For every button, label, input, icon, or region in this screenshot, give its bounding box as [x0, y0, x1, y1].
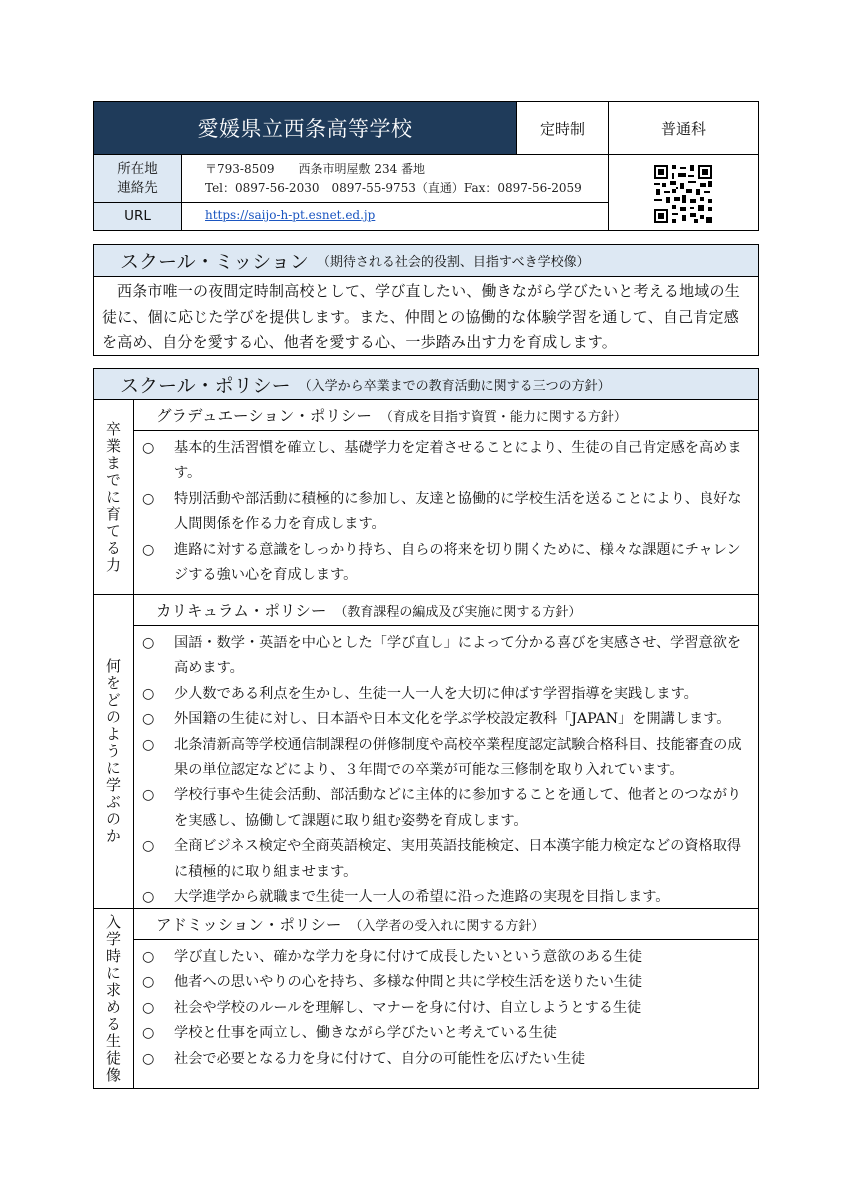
policy-list-item — [142, 1021, 748, 1046]
policy-list-item — [142, 945, 748, 970]
policy-list-item — [142, 707, 748, 732]
mission-header — [94, 245, 758, 277]
address-row — [94, 154, 609, 202]
curriculum-policy-subtitle: （教育課程の編成及び実施に関する方針） — [334, 604, 582, 620]
graduation-policy-title: グラデュエーション・ポリシー — [156, 407, 372, 425]
policy-list-item — [142, 834, 748, 885]
policy-item-text: 社会で必要となる力を身に付けて、自分の可能性を広げたい生徒 — [174, 1050, 586, 1067]
circle-bullet-icon: ○ — [142, 541, 155, 558]
policy-item-text: 国語・数学・英語を中心とした「学び直し」によって分かる喜びを実感させ、学習意欲を高めます。 — [174, 635, 742, 677]
circle-bullet-icon: ○ — [142, 999, 155, 1016]
phone-fax: Tel：0897-56-2030 0897-55-9753（直通）Fax：0897-56-2059 — [205, 181, 582, 195]
curriculum-policy-block — [94, 594, 758, 908]
graduation-items — [134, 431, 758, 588]
policy-list-item — [142, 885, 748, 910]
circle-bullet-icon: ○ — [142, 711, 155, 728]
circle-bullet-icon: ○ — [142, 1050, 155, 1067]
policy-list-item — [142, 1047, 748, 1072]
graduation-side-text: 卒業までに育てる力 — [104, 420, 122, 574]
admission-items — [134, 940, 758, 1072]
school-policy-box — [93, 368, 759, 1089]
circle-bullet-icon: ○ — [142, 635, 155, 651]
policy-list-item — [142, 436, 748, 487]
curriculum-items — [134, 626, 758, 910]
circle-bullet-icon: ○ — [142, 1025, 155, 1042]
curriculum-side-label — [94, 595, 134, 908]
policy-list-item — [142, 631, 748, 682]
url-row — [94, 202, 609, 230]
mission-subtitle: （期待される社会的役割、目指すべき学校像） — [316, 255, 590, 270]
policy-list-item — [142, 538, 748, 589]
policy-item-text: 基本的生活習慣を確立し、基礎学力を定着させることにより、生徒の自己肯定感を高めます。 — [174, 440, 742, 482]
admission-side-label — [94, 909, 134, 1088]
circle-bullet-icon: ○ — [142, 787, 155, 804]
policy-item-text: 特別活動や部活動に積極的に参加し、友達と協働的に学校生活を送ることにより、良好な人間関係を作る力を育成します。 — [174, 490, 742, 533]
policy-title: スクール・ポリシー — [120, 374, 291, 397]
graduation-side-label — [94, 400, 134, 594]
qr-code-icon[interactable] — [653, 165, 713, 223]
school-header-table — [93, 101, 759, 231]
circle-bullet-icon: ○ — [142, 974, 155, 991]
policy-header — [94, 369, 758, 400]
policy-item-text: 進路に対する意識をしっかり持ち、自らの将来を切り開くために、様々な課題にチャレンジする強い心を育成します。 — [174, 541, 741, 584]
policy-item-text: 大学進学から就職まで生徒一人一人の希望に沿った進路の実現を目指します。 — [174, 889, 670, 906]
policy-list-item — [142, 682, 748, 707]
department: 普通科 — [660, 119, 706, 138]
policy-subtitle: （入学から卒業までの教育活動に関する三つの方針） — [298, 378, 611, 394]
curriculum-side-text: 何をどのように学ぶのか — [104, 658, 122, 845]
admission-policy-title: アドミッション・ポリシー — [156, 916, 342, 934]
policy-item-text: 他者への思いやりの心を持ち、多様な仲間と共に学校生活を送りたい生徒 — [174, 974, 643, 991]
graduation-policy-subtitle: （育成を目指す資質・能力に関する方針） — [379, 409, 627, 425]
circle-bullet-icon: ○ — [142, 889, 155, 906]
policy-item-text: 外国籍の生徒に対し、日本語や日本文化を学ぶ学校設定教科「JAPAN」を開講します。 — [174, 711, 731, 728]
policy-list-item — [142, 996, 748, 1021]
circle-bullet-icon: ○ — [142, 949, 155, 965]
circle-bullet-icon: ○ — [142, 440, 155, 456]
admission-policy-subtitle: （入学者の受入れに関する方針） — [349, 918, 545, 934]
graduation-policy-block — [94, 400, 758, 594]
graduation-policy-header — [134, 400, 758, 431]
policy-item-text: 社会や学校のルールを理解し、マナーを身に付け、自立しようとする生徒 — [174, 999, 642, 1016]
admission-policy-block — [94, 908, 758, 1088]
policy-list-item — [142, 733, 748, 784]
address-value — [205, 160, 582, 198]
postal-address: 〒793-8509 西条市明屋敷 234 番地 — [205, 162, 426, 176]
policy-item-text: 学び直したい、確かな学力を身に付けて成長したいという意欲のある生徒 — [174, 949, 643, 965]
circle-bullet-icon: ○ — [142, 490, 155, 507]
circle-bullet-icon: ○ — [142, 736, 155, 753]
url-label: URL — [94, 203, 182, 230]
curriculum-policy-title: カリキュラム・ポリシー — [156, 602, 327, 620]
policy-list-item — [142, 970, 748, 995]
policy-item-text: 少人数である利点を生かし、生徒一人一人を大切に伸ばす学習指導を実践します。 — [174, 685, 698, 702]
policy-list-item — [142, 783, 748, 834]
policy-item-text: 全商ビジネス検定や全商英語検定、実用英語技能検定、日本漢字能力検定などの資格取得に積極的に取り組ませます。 — [174, 838, 742, 880]
circle-bullet-icon: ○ — [142, 685, 155, 702]
address-label-location: 所在地 — [117, 160, 158, 177]
policy-item-text: 学校行事や生徒会活動、部活動などに主体的に参加することを通して、他者とのつながりを実感し、協働して課題に取り組む姿勢を育成します。 — [174, 787, 742, 829]
admission-policy-header — [134, 909, 758, 940]
policy-list-item — [142, 487, 748, 538]
admission-side-text: 入学時に求める生徒像 — [104, 913, 122, 1084]
circle-bullet-icon: ○ — [142, 838, 155, 855]
curriculum-policy-header — [134, 595, 758, 626]
mission-text: 西条市唯一の夜間定時制高校として、学び直したい、働きながら学びたいと考える地域の生徒に、個に応じた学びを提供します。また、仲間との協働的な体験学習を通して、自己肯定感を高め、自分を愛する心、他者を愛する心、一歩踏み出す力を育成します。 — [102, 282, 740, 351]
address-label — [94, 155, 182, 202]
address-label-contact: 連絡先 — [117, 179, 158, 196]
policy-item-text: 北条清新高等学校通信制課程の併修制度や高校卒業程度認定試験合格科目、技能審査の成果の単位認定などにより、３年間での卒業が可能な三修制を取り入れています。 — [174, 736, 742, 779]
qr-cell — [609, 154, 758, 230]
school-name: 愛媛県立西条高等学校 — [94, 102, 517, 154]
school-url-link[interactable]: https://saijo-h-pt.esnet.ed.jp — [205, 208, 376, 222]
course-type: 定時制 — [517, 102, 609, 154]
school-mission-box — [93, 244, 759, 356]
policy-item-text: 学校と仕事を両立し、働きながら学びたいと考えている生徒 — [174, 1025, 558, 1042]
mission-title: スクール・ミッション — [120, 251, 309, 273]
